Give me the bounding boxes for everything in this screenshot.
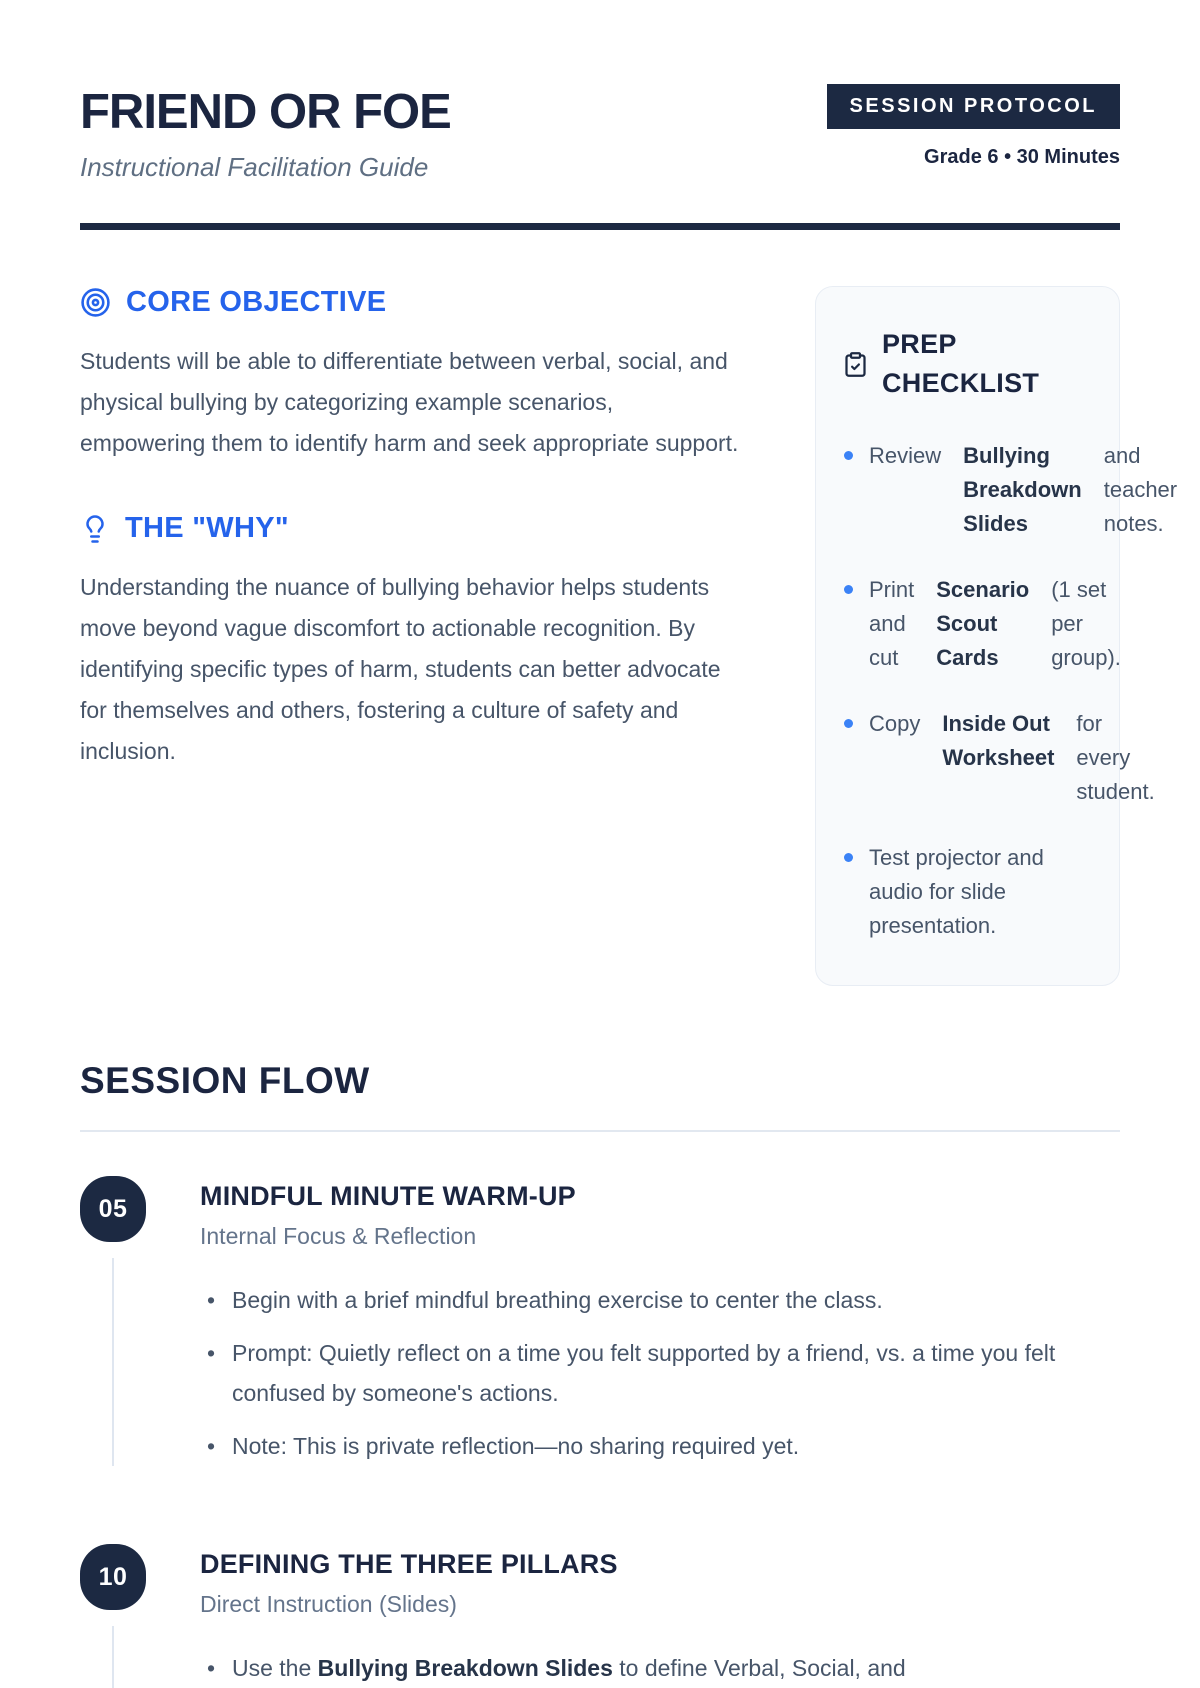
bullet-dot-icon: [844, 451, 853, 460]
header: [80, 84, 1120, 183]
prep-checklist-title: PREP CHECKLIST: [882, 329, 1040, 398]
checklist-item-resource: Bullying Breakdown Slides: [963, 443, 1082, 536]
bullet-dot-icon: [844, 719, 853, 728]
step-number-badge: 05: [80, 1176, 146, 1242]
checklist-item: [842, 573, 1121, 675]
step-subtitle: Internal Focus & Reflection: [200, 1223, 477, 1249]
checklist-item: [842, 439, 1178, 541]
bullet-bold-text: Bullying Breakdown Slides: [317, 1655, 613, 1681]
flow-step-2: [80, 1544, 1120, 1688]
core-objective-body: Students will be able to differentiate between verbal, social, and physical bullying by categorizing example scenarios, empowering them to identify harm and seek appropriate support.: [80, 348, 739, 456]
clipboard-check-icon: [842, 351, 869, 378]
why-heading: [80, 512, 740, 545]
checklist-item-pre: Review: [869, 443, 942, 468]
step-rail: [80, 1176, 146, 1466]
checklist-item-pre: Test projector and audio for slide presentation.: [869, 845, 1044, 938]
session-flow-steps: [80, 1176, 1120, 1688]
flow-step-1: [80, 1176, 1120, 1544]
step-connector-line: [112, 1258, 114, 1466]
why-heading-text: THE "WHY": [125, 512, 289, 544]
page-subtitle: Instructional Facilitation Guide: [80, 152, 429, 182]
step-content: [200, 1544, 1120, 1688]
step-content: [200, 1176, 1120, 1466]
intro-left-column: [80, 286, 740, 986]
bullet-text: to define Verbal, Social, and: [612, 1655, 906, 1681]
step-number-badge: 10: [80, 1544, 146, 1610]
checklist-item-text: [869, 841, 1093, 943]
step-rail: [80, 1544, 146, 1688]
checklist-item-pre: Print and cut: [869, 577, 915, 670]
checklist-item-post: (1 set per group).: [1051, 577, 1121, 670]
bullet-dot-icon: [844, 585, 853, 594]
core-objective-heading-text: CORE OBJECTIVE: [126, 286, 387, 318]
step-title: MINDFUL MINUTE WARM-UP: [200, 1181, 576, 1211]
prep-checklist-header: [842, 325, 1093, 403]
bullet-text: Note: This is private reflection—no sharing required yet.: [232, 1433, 800, 1459]
step-subtitle: Direct Instruction (Slides): [200, 1591, 457, 1617]
step-title: DEFINING THE THREE PILLARS: [200, 1549, 618, 1579]
checklist-item-post: for every student.: [1076, 711, 1155, 804]
lightbulb-icon: [80, 514, 110, 544]
step-bullet: [200, 1333, 1120, 1413]
step-bullet-list: [200, 1280, 1120, 1466]
header-divider: [80, 223, 1120, 230]
checklist-item-text: [869, 707, 1155, 809]
target-icon: [80, 287, 111, 318]
prep-checklist-card: [815, 286, 1178, 986]
intro-columns: [80, 286, 1178, 986]
step-bullet-list: [200, 1648, 1120, 1688]
prep-checklist: [842, 439, 1178, 943]
checklist-item-text: [869, 573, 1121, 675]
session-flow-divider: [80, 1130, 1120, 1132]
checklist-item-pre: Copy: [869, 711, 921, 736]
bullet-text: Prompt: Quietly reflect on a time you felt supported by a friend, vs. a time you felt confused by someone's actions.: [232, 1340, 1056, 1406]
checklist-item-text: [869, 439, 1177, 541]
core-objective-heading: [80, 286, 740, 319]
page-title: FRIEND OR FOE: [80, 85, 451, 139]
header-left: [80, 84, 451, 183]
step-bullet: [200, 1648, 1120, 1688]
checklist-item-resource: Inside Out Worksheet: [942, 711, 1055, 770]
step-connector-line: [112, 1626, 114, 1688]
checklist-item: [842, 841, 1093, 943]
bullet-text: Use the: [232, 1655, 318, 1681]
step-bullet: [200, 1426, 1120, 1466]
session-protocol-badge: SESSION PROTOCOL: [827, 84, 1120, 129]
checklist-item: [842, 707, 1155, 809]
checklist-item-post: and teacher notes.: [1103, 443, 1178, 536]
checklist-item-resource: Scenario Scout Cards: [936, 577, 1030, 670]
header-right: [827, 84, 1120, 169]
step-bullet: [200, 1280, 1120, 1320]
bullet-dot-icon: [844, 853, 853, 862]
session-flow-heading: SESSION FLOW: [80, 1060, 370, 1101]
grade-duration-label: Grade 6 • 30 Minutes: [924, 146, 1120, 168]
why-body: Understanding the nuance of bullying behavior helps students move beyond vague discomfort to actionable recognition. By identifying specific types of harm, students can better advocate for themselves and others, fostering a culture of safety and inclusion.: [80, 574, 721, 764]
bullet-text: Begin with a brief mindful breathing exercise to center the class.: [232, 1287, 883, 1313]
